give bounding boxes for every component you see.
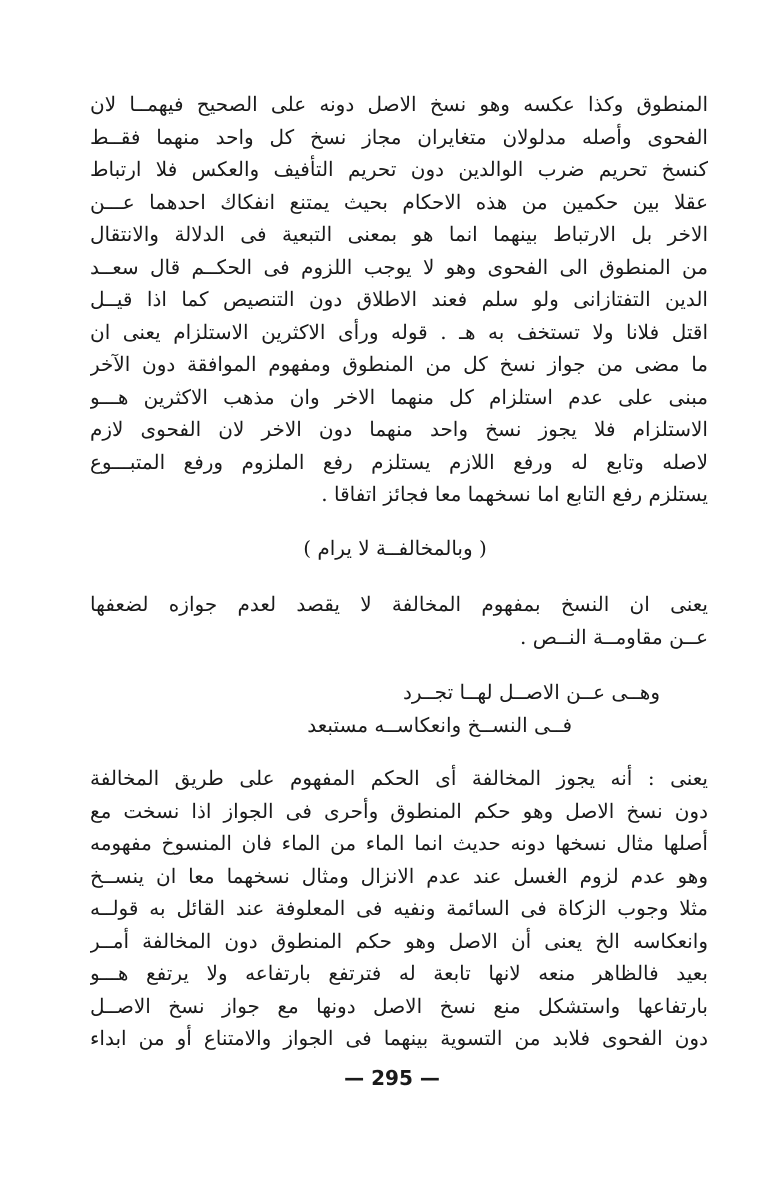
paragraph-3 <box>90 762 708 1055</box>
text-line: وانعكاسه الخ يعنى أن الاصل وهو حكم المنطوق دون المخالفة أمــر <box>90 928 708 953</box>
verse-line: فــى النســخ وانعكاســه مستبعد <box>307 712 572 737</box>
verse-1 <box>160 532 630 565</box>
text-line: يعنى ان النسخ بمفهوم المخالفة لا يقصد لعدم جوازه لضعفها <box>90 592 708 616</box>
text-line: اقتل فلانا ولا تستخف به هـ . قوله ورأى الاكثرين الاستلزام يعنى ان <box>90 319 708 344</box>
text-line: بعيد فالظاهر منعه لانها تابعة له فترتفع بارتفاعه ولا يرتفع هـــو <box>90 961 708 985</box>
text-line: عــن مقاومــة النــص . <box>520 624 708 649</box>
verse-line: وهــى عــن الاصــل لهــا تجــرد <box>403 680 660 704</box>
verse-line: ( وبالمخالفــة لا يرام ) <box>303 536 487 560</box>
paragraph-1 <box>90 88 708 511</box>
text-line: مثلا وجوب الزكاة فى السائمة ونفيه فى المعلوفة عند القائل به قولــه <box>90 896 708 920</box>
paragraph-2 <box>90 588 708 653</box>
text-line: دون نسخ الاصل وهو حكم المنطوق وأحرى فى الجواز اذا نسخت مع <box>90 798 708 823</box>
text-line: بارتفاعها واستشكل منع نسخ الاصل دونها مع جواز نسخ الاصــل <box>90 993 708 1018</box>
text-line: الدين التفتازانى ولو سلم فعند الاطلاق دون التنصيص كما اذا قيــل <box>90 287 708 311</box>
text-line: مبنى على عدم استلزام كل منهما الاخر وان مذهب الاكثرين هـــو <box>90 384 708 409</box>
text-line: كنسخ تحريم ضرب الوالدين دون تحريم التأفيف والعكس فلا ارتباط <box>90 157 708 181</box>
text-line: من المنطوق الى الفحوى وهو لا يوجب اللزوم فى الحكــم قال سعــد <box>90 254 708 279</box>
text-line: أصلها مثال نسخها دونه حديث انما الماء من الماء فان المنسوخ مفهومه <box>90 831 708 855</box>
text-line: دون الفحوى فلابد من التسوية بينهما فى الجواز والامتناع أو من ابداء <box>90 1026 708 1050</box>
verse-2 <box>140 676 660 741</box>
text-line: وهو عدم لزوم الغسل عند عدم الانزال ومثال نسخهما معا ان ينســخ <box>90 863 708 888</box>
text-line: الفحوى وأصله مدلولان متغايران مجاز نسخ كل واحد منهما فقــط <box>90 124 708 149</box>
text-line: ما مضى من جواز نسخ كل من المنطوق ومفهوم الموافقة دون الآخر <box>90 352 708 376</box>
text-line: الاستلزام فلا يجوز نسخ واحد منهما دون الاخر لان الفحوى لازم <box>90 417 708 441</box>
page-number: — 295 — <box>344 1066 440 1090</box>
text-line: يستلزم رفع التابع اما نسخهما معا فجائز اتفاقا . <box>321 482 708 506</box>
text-line: لاصله وتابع له ورفع اللازم يستلزم رفع الملزوم ورفع المتبـــوع <box>90 449 708 474</box>
text-line: الاخر بل الارتباط بينهما انما هو بمعنى التبعية فى الدلالة والانتقال <box>90 222 708 246</box>
text-line: المنطوق وكذا عكسه وهو نسخ الاصل دونه على الصحيح فيهمــا لان <box>90 92 708 116</box>
text-line: يعنى : أنه يجوز المخالفة أى الحكم المفهوم على طريق المخالفة <box>90 766 708 790</box>
text-line: عقلا بين حكمين من هذه الاحكام بحيث يمتنع انفكاك احدهما عـــن <box>90 189 708 214</box>
